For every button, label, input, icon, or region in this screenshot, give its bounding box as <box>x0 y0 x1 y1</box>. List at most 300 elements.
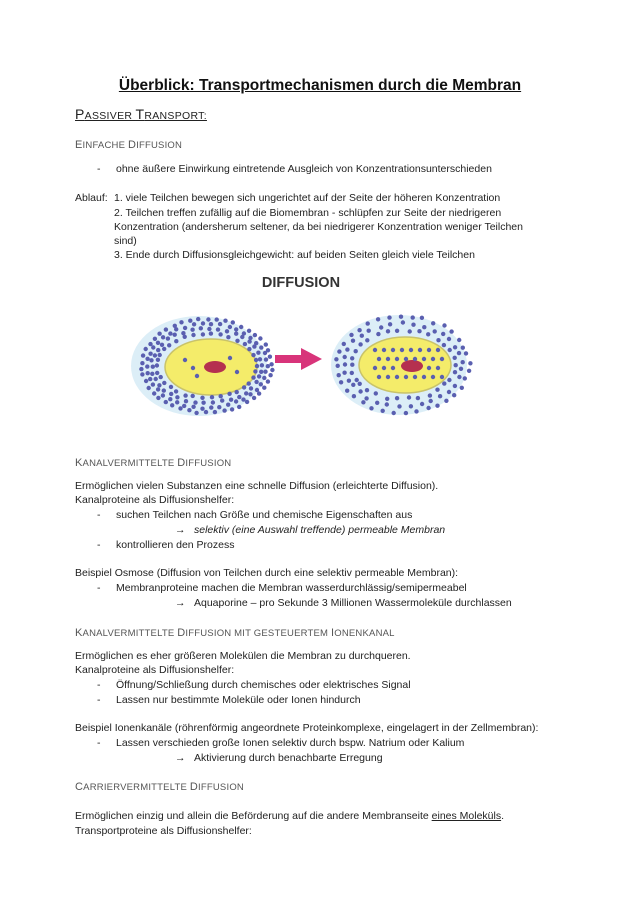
particle <box>365 338 369 342</box>
bullet-dash: - <box>97 694 101 706</box>
arrow-glyph: → <box>175 752 186 764</box>
paragraph-line: Ermöglichen vielen Substanzen eine schnelle Diffusion (erleichterte Diffusion). <box>75 480 439 492</box>
paragraph-line <box>75 810 504 822</box>
particle <box>175 400 179 404</box>
particle <box>148 377 152 381</box>
particle <box>257 374 261 378</box>
particle <box>253 333 257 337</box>
particle <box>170 403 174 407</box>
particle <box>427 366 431 370</box>
particle <box>183 393 187 397</box>
particle <box>220 398 224 402</box>
particle <box>461 346 465 350</box>
particle <box>144 347 148 351</box>
bullet-dash: - <box>97 582 101 594</box>
particle <box>435 404 439 408</box>
heading-rest: IFFUSION <box>198 782 244 793</box>
particle <box>260 363 264 367</box>
particle <box>226 335 230 339</box>
particle <box>243 342 247 346</box>
paragraph-line: Transportproteine als Diffusionshelfer: <box>75 825 252 837</box>
particle <box>373 348 377 352</box>
heading-initial: P <box>75 106 85 122</box>
particle <box>253 369 257 373</box>
underlined-text: eines Moleküls <box>431 810 502 822</box>
arrow-glyph: → <box>175 524 186 536</box>
arrow-head <box>301 348 322 370</box>
bullet-dash: - <box>97 509 101 521</box>
particle <box>145 357 149 361</box>
particle <box>154 377 158 381</box>
particle <box>351 383 355 387</box>
particle <box>229 398 233 402</box>
particle <box>345 389 349 393</box>
particle <box>334 357 338 361</box>
particle <box>244 391 248 395</box>
particle <box>448 348 452 352</box>
particle <box>337 349 341 353</box>
particle <box>422 357 426 361</box>
particle <box>228 325 232 329</box>
particle <box>188 319 192 323</box>
particle <box>376 332 380 336</box>
particle <box>237 395 241 399</box>
particle <box>428 393 432 397</box>
particle <box>422 325 426 329</box>
particle <box>358 382 362 386</box>
particle <box>374 391 378 395</box>
particle <box>366 321 370 325</box>
particle <box>225 329 229 333</box>
particle <box>247 329 251 333</box>
particle <box>449 329 453 333</box>
particle <box>404 375 408 379</box>
particle <box>386 329 390 333</box>
particle <box>204 410 208 414</box>
particle <box>218 332 222 336</box>
particle <box>268 373 272 377</box>
cell-nucleus <box>401 360 423 372</box>
particle <box>342 371 346 375</box>
particle <box>391 366 395 370</box>
heading-initial: D <box>127 139 137 151</box>
particle <box>375 401 379 405</box>
arrow-text: selektiv (eine Auswahl treffende) permeable Membran <box>194 524 446 536</box>
particle <box>431 375 435 379</box>
particle <box>262 376 266 380</box>
particle <box>258 357 262 361</box>
particle <box>447 390 451 394</box>
particle <box>190 328 194 332</box>
particle <box>201 401 205 405</box>
particle <box>270 368 274 372</box>
particle <box>168 331 172 335</box>
particle <box>222 408 226 412</box>
particle <box>191 405 195 409</box>
particle <box>266 348 270 352</box>
paragraph-line: Beispiel Osmose (Diffusion von Teilchen durch eine selektiv permeable Membran): <box>75 567 459 579</box>
particle <box>182 404 186 408</box>
particle <box>266 379 270 383</box>
ablauf-line: sind) <box>114 235 137 247</box>
particle <box>367 329 371 333</box>
particle <box>139 367 143 371</box>
particle <box>264 357 268 361</box>
particle <box>420 316 424 320</box>
particle <box>168 397 172 401</box>
heading-initial: K <box>75 457 83 469</box>
particle <box>377 375 381 379</box>
particle <box>399 315 403 319</box>
cell-nucleus <box>204 361 226 373</box>
particle <box>436 338 440 342</box>
particle <box>263 370 267 374</box>
particle <box>191 366 195 370</box>
particle <box>234 399 238 403</box>
particle <box>183 358 187 362</box>
particle <box>343 362 347 366</box>
particle <box>148 342 152 346</box>
particle <box>248 336 252 340</box>
particle <box>377 357 381 361</box>
particle <box>201 321 205 325</box>
particle <box>183 326 187 330</box>
heading-rest: ONENKANAL <box>334 628 395 639</box>
particle <box>213 410 217 414</box>
particle <box>349 333 353 337</box>
particle <box>464 351 468 355</box>
particle <box>178 406 182 410</box>
heading-rest: INFACHE <box>82 140 128 151</box>
particle <box>219 394 223 398</box>
particle <box>373 366 377 370</box>
particle <box>347 379 351 383</box>
particle <box>247 381 251 385</box>
particle <box>256 351 260 355</box>
particle <box>173 333 177 337</box>
ablauf-label: Ablauf: <box>75 192 108 204</box>
particle <box>147 386 151 390</box>
particle <box>151 382 155 386</box>
paragraph-line: Kanalproteine als Diffusionshelfer: <box>75 494 235 506</box>
particle <box>211 400 215 404</box>
subheading-ionenkanal <box>75 627 395 639</box>
particle <box>379 325 383 329</box>
particle <box>365 388 369 392</box>
particle <box>181 331 185 335</box>
particle <box>195 374 199 378</box>
particle <box>418 348 422 352</box>
particle <box>369 406 373 410</box>
bullet-dash: - <box>97 163 101 175</box>
particle <box>217 405 221 409</box>
particle <box>209 322 213 326</box>
bullet-text: Lassen verschieden große Ionen selektiv durch bspw. Natrium oder Kalium <box>116 737 465 749</box>
particle <box>162 381 166 385</box>
particle <box>343 355 347 359</box>
particle <box>382 348 386 352</box>
particle <box>355 378 359 382</box>
particle <box>254 380 258 384</box>
particle <box>245 400 249 404</box>
particle <box>354 349 358 353</box>
particle <box>255 364 259 368</box>
particle <box>152 391 156 395</box>
particle <box>252 396 256 400</box>
particle <box>397 404 401 408</box>
particle <box>395 329 399 333</box>
bullet-text: Membranproteine machen die Membran wasserdurchlässig/semipermeabel <box>116 582 467 594</box>
particle <box>345 347 349 351</box>
particle <box>361 400 365 404</box>
particle <box>258 336 262 340</box>
particle <box>441 332 445 336</box>
particle <box>206 317 210 321</box>
particle <box>200 396 204 400</box>
particle <box>210 395 214 399</box>
particle <box>161 335 165 339</box>
bullet-dash: - <box>97 539 101 551</box>
particle <box>468 361 472 365</box>
particle <box>388 322 392 326</box>
particle <box>259 370 263 374</box>
particle <box>404 357 408 361</box>
particle <box>436 366 440 370</box>
diagram-title: DIFFUSION <box>261 275 341 291</box>
bullet-text: suchen Teilchen nach Größe und chemische Eigenschaften aus <box>116 509 413 521</box>
arrow-glyph: → <box>175 597 186 609</box>
particle <box>169 385 173 389</box>
particle <box>457 375 461 379</box>
heading-initial: I <box>330 627 335 639</box>
heading-initial: D <box>177 627 186 639</box>
particle <box>339 380 343 384</box>
cell-before <box>131 316 275 416</box>
heading-rest: ANALVERMITTELTE <box>82 458 178 469</box>
bullet-text: Öffnung/Schließung durch chemisches oder elektrisches Signal <box>116 679 411 691</box>
particle <box>166 336 170 340</box>
particle <box>395 396 399 400</box>
particle <box>269 362 273 366</box>
cell-after <box>331 315 473 416</box>
particle <box>157 383 161 387</box>
particle <box>155 371 159 375</box>
particle <box>161 393 165 397</box>
particle <box>433 329 437 333</box>
particle <box>447 378 451 382</box>
particle <box>386 375 390 379</box>
paragraph-line: Beispiel Ionenkanäle (röhrenförmig angeordnete Proteinkomplexe, eingelagert in der Zellmembran): <box>75 722 539 734</box>
particle <box>452 393 456 397</box>
particle <box>385 397 389 401</box>
particle <box>151 365 155 369</box>
particle <box>435 388 439 392</box>
particle <box>431 321 435 325</box>
particle <box>337 373 341 377</box>
ablauf-line: 3. Ende durch Diffusionsgleichgewicht: auf beiden Seiten gleich viele Teilchen <box>114 249 475 261</box>
bullet-dash: - <box>97 737 101 749</box>
particle <box>440 375 444 379</box>
ablauf-line: 1. viele Teilchen bewegen sich ungerichtet auf der Seite der höheren Konzentration <box>114 192 501 204</box>
particle <box>420 402 424 406</box>
particle <box>426 406 430 410</box>
particle <box>234 327 238 331</box>
particle <box>411 315 415 319</box>
particle <box>404 411 408 415</box>
particle <box>151 345 155 349</box>
particle <box>215 317 219 321</box>
arrow-text: Aktivierung durch benachbarte Erregung <box>194 752 383 764</box>
particle <box>156 396 160 400</box>
particle <box>145 364 149 368</box>
particle <box>251 375 255 379</box>
particle <box>453 384 457 388</box>
particle <box>150 372 154 376</box>
subheading-kanalvermittelte-diffusion <box>75 457 231 469</box>
ablauf-line: Konzentration (andersherum seltener, da bei niedrigerer Konzentration weniger Teilchen <box>114 221 523 233</box>
particle <box>159 375 163 379</box>
particle <box>447 337 451 341</box>
particle <box>427 348 431 352</box>
particle <box>257 391 261 395</box>
particle <box>201 332 205 336</box>
particle <box>226 403 230 407</box>
particle <box>266 364 270 368</box>
paragraph-line: Kanalproteine als Diffusionshelfer: <box>75 664 235 676</box>
process-arrow <box>275 348 322 370</box>
particle <box>239 325 243 329</box>
particle <box>461 360 465 364</box>
particle <box>140 361 144 365</box>
particle <box>414 409 418 413</box>
text-run: . <box>501 810 505 822</box>
particle <box>209 405 213 409</box>
bullet-text: Lassen nur bestimmte Moleküle oder Ionen hindurch <box>116 694 361 706</box>
bullet-dash: - <box>97 679 101 691</box>
section-heading-passiver-transport <box>75 106 207 122</box>
particle <box>268 355 272 359</box>
particle <box>156 348 160 352</box>
particle <box>436 348 440 352</box>
heading-rest: ASSIVER <box>84 110 136 122</box>
particle <box>426 332 430 336</box>
heading-rest: ANALVERMITTELTE <box>82 628 178 639</box>
particle <box>164 327 168 331</box>
particle <box>153 337 157 341</box>
particle <box>358 389 362 393</box>
particle <box>357 328 361 332</box>
particle <box>350 363 354 367</box>
particle <box>155 363 159 367</box>
particle <box>218 322 222 326</box>
particle <box>358 342 362 346</box>
particle <box>463 376 467 380</box>
subheading-einfache-diffusion <box>75 139 182 151</box>
particle <box>228 356 232 360</box>
particle <box>262 386 266 390</box>
particle <box>386 357 390 361</box>
text-run: Ermöglichen einzig und allein die Beförderung auf die andere Membranseite <box>75 810 432 822</box>
particle <box>175 395 179 399</box>
particle <box>173 324 177 328</box>
particle <box>148 352 152 356</box>
particle <box>162 388 166 392</box>
particle <box>247 347 251 351</box>
heading-initial: C <box>75 781 84 793</box>
particle <box>249 386 253 390</box>
particle <box>193 400 197 404</box>
particle <box>442 381 446 385</box>
particle <box>408 329 412 333</box>
subheading-carriervermittelte-diffusion <box>75 781 244 793</box>
particle <box>248 392 252 396</box>
particle <box>200 407 204 411</box>
heading-initial: D <box>177 457 186 469</box>
particle <box>342 342 346 346</box>
particle <box>158 353 162 357</box>
particle <box>167 343 171 347</box>
particle <box>431 357 435 361</box>
particle <box>174 389 178 393</box>
particle <box>235 390 239 394</box>
particle <box>149 358 153 362</box>
heading-rest: ARRIERVERMITTELTE <box>83 782 190 793</box>
particle <box>360 334 364 338</box>
particle <box>196 317 200 321</box>
particle <box>254 341 258 345</box>
particle <box>231 320 235 324</box>
particle <box>385 402 389 406</box>
bullet-text: ohne äußere Einwirkung eintretende Ausgleich von Konzentrationsunterschieden <box>116 163 492 175</box>
particle <box>242 385 246 389</box>
particle <box>407 395 411 399</box>
particle <box>164 400 168 404</box>
particle <box>460 386 464 390</box>
particle <box>417 329 421 333</box>
particle <box>401 320 405 324</box>
particle <box>395 357 399 361</box>
particle <box>216 327 220 331</box>
heading-rest: IFFUSION MIT GESTEUERTEM <box>185 628 331 639</box>
particle <box>157 332 161 336</box>
particle <box>395 375 399 379</box>
particle <box>422 375 426 379</box>
particle <box>351 339 355 343</box>
particle <box>440 357 444 361</box>
particle <box>381 409 385 413</box>
particle <box>453 370 457 374</box>
particle <box>191 333 195 337</box>
particle <box>199 326 203 330</box>
particle <box>237 405 241 409</box>
particle <box>162 347 166 351</box>
particle <box>235 370 239 374</box>
particle <box>140 372 144 376</box>
particle <box>409 348 413 352</box>
particle <box>223 319 227 323</box>
particle <box>156 387 160 391</box>
particle <box>336 364 340 368</box>
bullet-text: kontrollieren den Prozess <box>116 539 235 551</box>
particle <box>376 317 380 321</box>
heading-initial: T <box>135 106 145 122</box>
particle <box>209 331 213 335</box>
particle <box>207 327 211 331</box>
particle <box>413 375 417 379</box>
particle <box>259 345 263 349</box>
particle <box>416 396 420 400</box>
particle <box>156 341 160 345</box>
